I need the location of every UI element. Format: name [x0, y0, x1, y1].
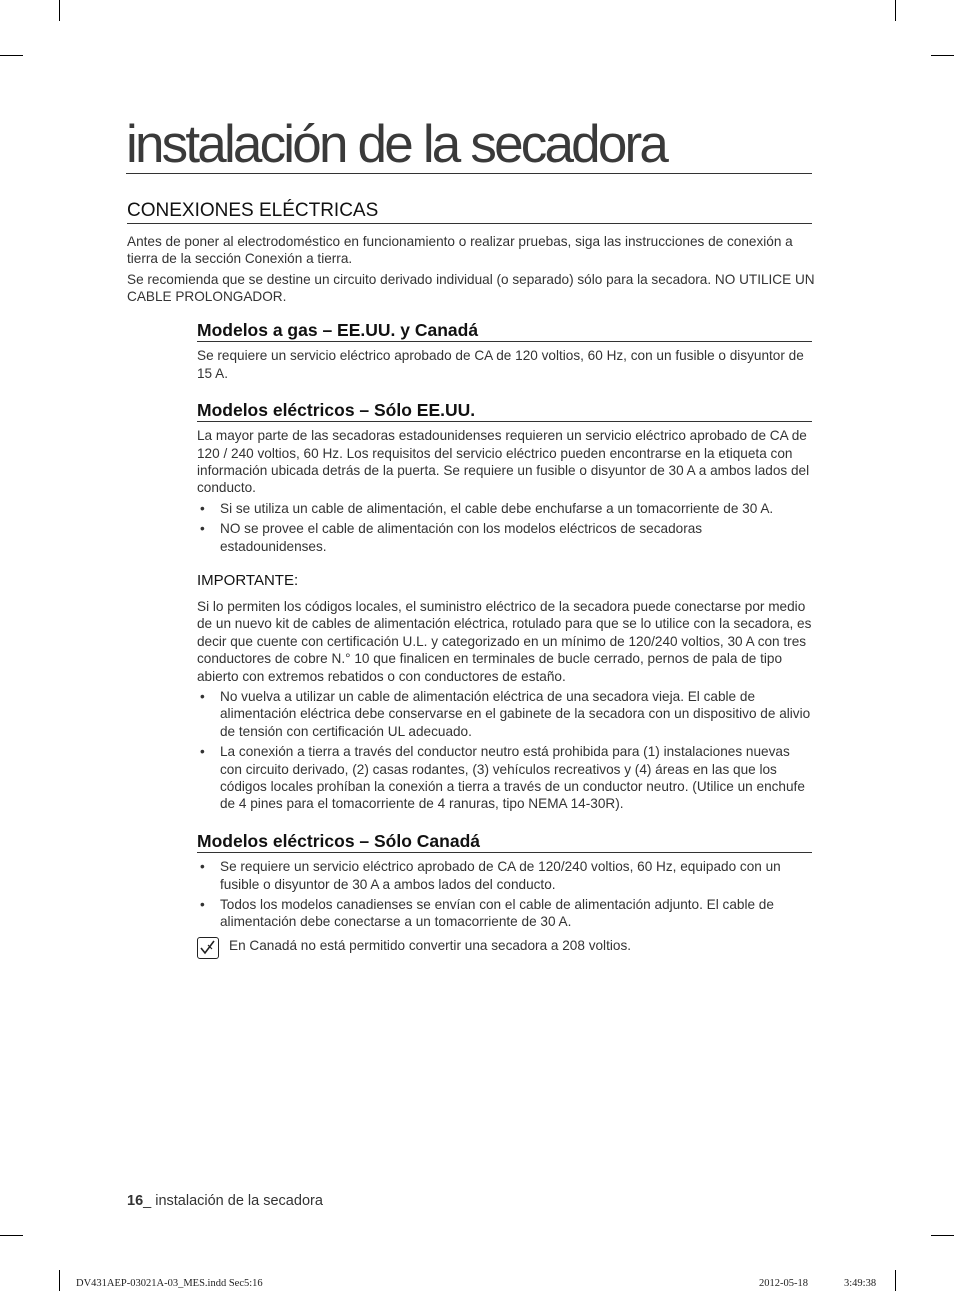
intro-paragraph: Antes de poner al electrodoméstico en funcionamiento o realizar pruebas, siga las instrucciones de conexión a tierra de la sección Conexión a tierra. — [127, 234, 793, 267]
paragraph: Si lo permiten los códigos locales, el suministro eléctrico de la secadora puede conectarse por medio de un nuevo kit de cables de alimentación eléctrica, rotulado para que se lo utilice con la secadora, es decir que cuente con certificación U.L. y categorizado en un mínimo de 120/240 voltios, 30 A con tres conductores de cobre N.° 10 que finalicen en terminales de bucle cerrado, pernos de pala de tipo abierto con extremos rebatidos o con conductores de estaño. — [197, 599, 812, 684]
intro-paragraph: Se recomienda que se destine un circuito derivado individual (o separado) sólo para la secadora. NO UTILICE UN CABLE PROLONGADOR. — [127, 271, 815, 305]
list-item: • NO se provee el cable de alimentación con los modelos eléctricos de secadoras estadounidenses. — [197, 520, 812, 555]
crop-mark — [931, 55, 954, 56]
important-label: IMPORTANTE: — [197, 572, 299, 589]
slug-date: 2012-05-18 — [759, 1278, 808, 1289]
electric-canada-section — [197, 831, 812, 959]
crop-mark — [59, 1270, 60, 1291]
bullet-list — [197, 688, 812, 813]
crop-mark — [895, 1270, 896, 1291]
footer-label: _ instalación de la secadora — [143, 1193, 323, 1209]
crop-mark — [0, 1235, 23, 1236]
paragraph: Se requiere un servicio eléctrico aprobado de CA de 120 voltios, 60 Hz, con un fusible o disyuntor de 15 A. — [197, 348, 804, 381]
gas-models-section — [197, 320, 812, 382]
page-footer — [127, 1193, 323, 1209]
list-item: • Si se utiliza un cable de alimentación, el cable debe enchufarse a un tomacorriente de 30 A. — [197, 500, 812, 517]
slug-time: 3:49:38 — [844, 1278, 877, 1289]
important-section — [197, 572, 812, 816]
subsection-heading: Modelos eléctricos – Sólo Canadá — [197, 831, 812, 853]
subsection-heading: Modelos eléctricos – Sólo EE.UU. — [197, 400, 812, 422]
electric-us-section — [197, 400, 812, 558]
slug-file: DV431AEP-03021A-03_MES.indd Sec5:16 — [76, 1278, 263, 1289]
note-pencil-icon — [197, 937, 219, 959]
list-item: • Todos los modelos canadienses se envían con el cable de alimentación adjunto. El cable de alimentación debe conectarse a un tomacorriente de 30 A. — [197, 896, 812, 931]
bullet-list — [197, 858, 812, 931]
list-item: • La conexión a tierra a través del conductor neutro está prohibida para (1) instalaciones nuevas con circuito derivado, (2) casas rodantes, (3) vehículos recreativos y (4) áreas en las que los códigos locales prohíban la conexión a tierra a través de un conductor neutro. (Utilice un enchufe de 4 pines para el tomacorriente de 4 ranuras, tipo NEMA 14-30R). — [197, 743, 812, 813]
section-heading: CONEXIONES ELÉCTRICAS — [127, 200, 812, 224]
list-item: • No vuelva a utilizar un cable de alimentación eléctrica de una secadora vieja. El cable de alimentación eléctrica debe conservarse en el gabinete de la secadora con un dispositivo de alivio de tensión con certificación UL adecuado. — [197, 688, 812, 740]
crop-mark — [0, 55, 23, 56]
crop-mark — [59, 0, 60, 21]
crop-mark — [895, 0, 896, 21]
subsection-heading: Modelos a gas – EE.UU. y Canadá — [197, 320, 812, 342]
intro-block — [127, 233, 817, 306]
note-text: En Canadá no está permitido convertir una secadora a 208 voltios. — [229, 937, 632, 953]
page-title: instalación de la secadora — [126, 118, 812, 174]
note — [197, 937, 812, 959]
list-item: • Se requiere un servicio eléctrico aprobado de CA de 120/240 voltios, 60 Hz, equipado con un fusible o disyuntor de 30 A a ambos lados del conducto. — [197, 858, 812, 893]
paragraph: La mayor parte de las secadoras estadounidenses requieren un servicio eléctrico aprobado de CA de 120 / 240 voltios, 60 Hz. Los requisitos del servicio eléctrico pueden encontrarse en la etiqueta con información ubicada detrás de la puerta. Se requiere un fusible o disyuntor de 30 A a ambos lados del conducto. — [197, 428, 810, 496]
bullet-list — [197, 500, 812, 555]
page-number: 16 — [127, 1193, 144, 1209]
crop-mark — [931, 1235, 954, 1236]
